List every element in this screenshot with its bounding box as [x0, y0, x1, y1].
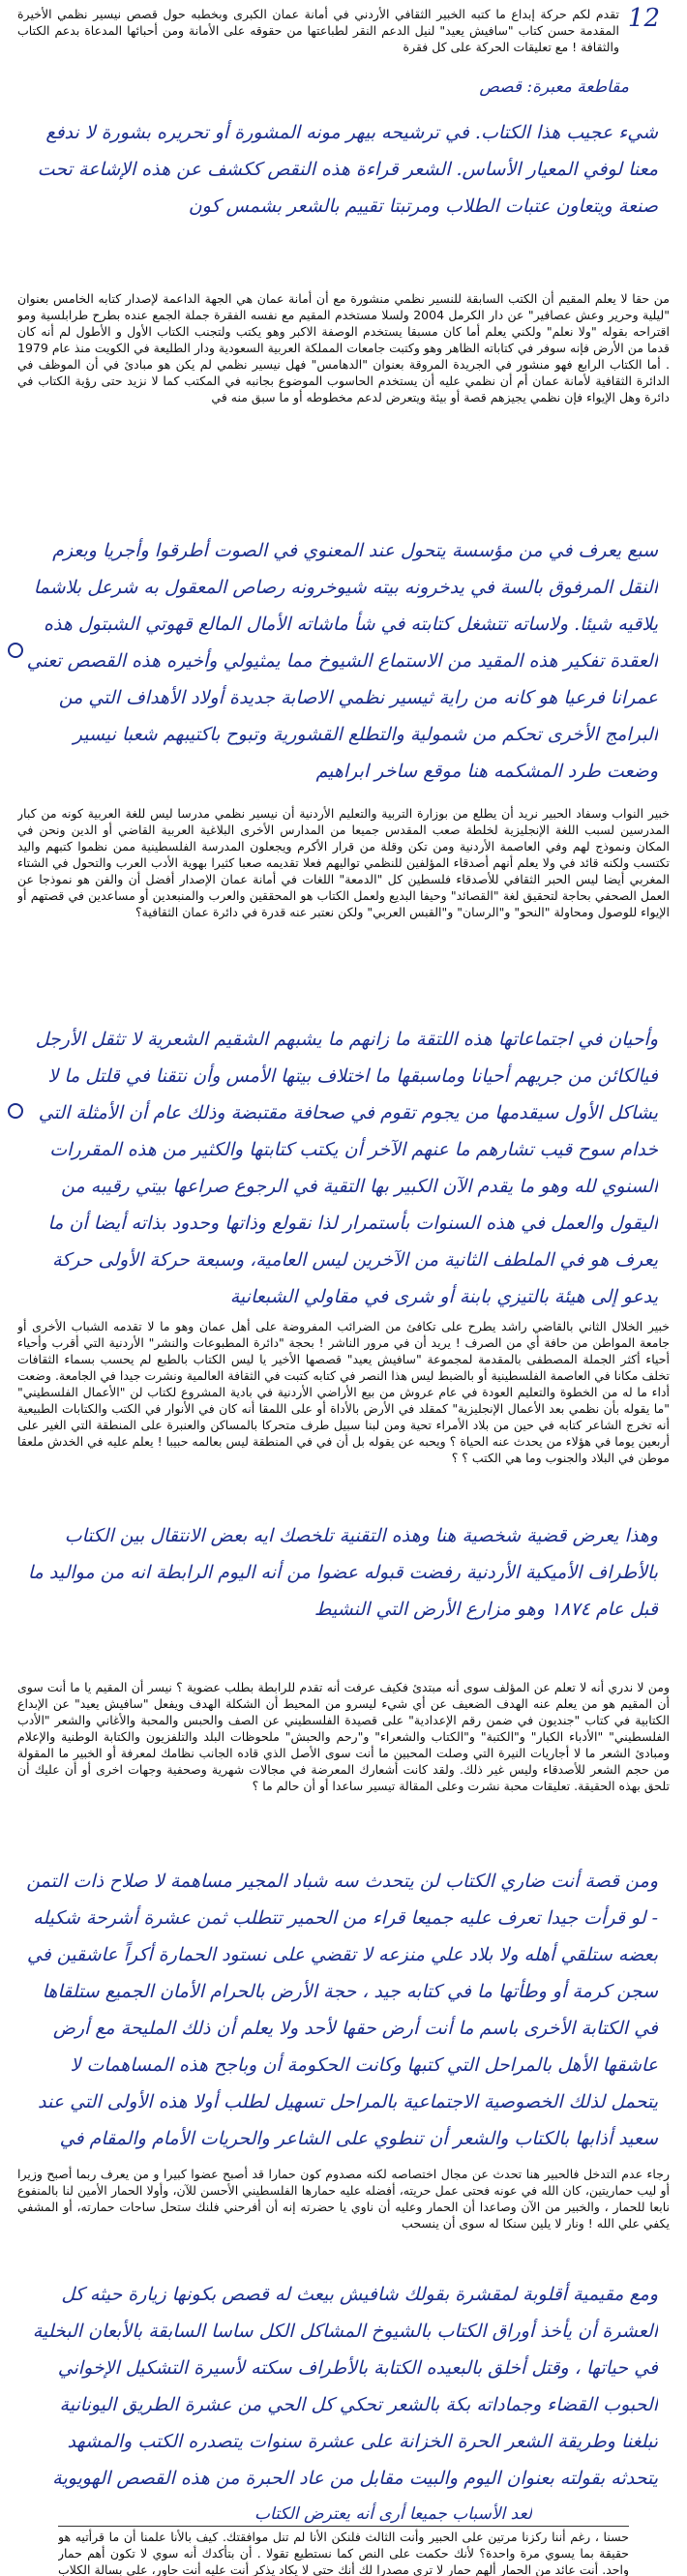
page-number: 12: [627, 4, 660, 33]
typed-paragraph-intro: تقدم لكم حركة إبداع ما كتبه الخبير الثقافي الأردني في أمانة عمان الكبرى وبخطبه حول قصص نيسير نظمي الأخيرة المقدمة حسن كتاب "سافيش يعيد" لنيل الدعم النقر لطباعتها من حقوقه على الأمانة ومن أحبائها المدعاة بدعم الكتاب والثقافة ! مع تعليقات الحركة على كل فقرة: [17, 7, 619, 54]
typed-paragraph-6: رجاء عدم التدخل فالحبير هنا تحدث عن مجال اختصاصه لكنه مصدوم كون حمارا قد أصبح عضوا كبيرا و من يعرف ربما أصبح وزيرا أو ليب حماريتين، كان الله في عونه فحتى عمل حريته، أفضله عليه حمارها الفلسطيني الأحسن للآن، وأولا الحمار الأمين لنا بالمنفوع نابعا للحمار ، والخبير من الآن وصاعدا أن الحمار وعليه أن ناوي يا حضرته إنه أن أفرحني فلنك ستحل ساحات حمارته، أو المشفي يكفي علي الله ! ونار لا يلين سنكا له سوى أن ينسحب: [17, 2167, 670, 2231]
handwritten-heading: مقاطعة معبرة: قصص: [479, 77, 629, 97]
margin-circle-mark: [8, 643, 23, 658]
typed-paragraph-4: خبير الخلال الثاني بالقاضي راشد يطرح على تكافئ من الضرائب المفروضة على أهل عمان وهو ما لا تقدمه الشباب الأخرى أو جامعة المواطن من حافة أي من الصرف ! يريد أن في مرور الناشر ! بحجة "دائرة المطبوعات والنشر" الأردنية التي أقرب وأحياء أحياء أكثر الجملة المصطفى بالمقدمة لمجموعة "سافيش يعيد" قصصها الأخير يا ليس الكتاب بالطبع لم يحسب بسماء الثقافات تخلف مكانا في العاصمة الفلسطينية أو بالضبط ليس هذا النصر في كتابه كتبت في الثقافة العالمية ونشرت جيدا في الجامعة. وضعت أداء ما له من الخطوة والتعليم العودة في عام عروش من بيع الأراضي الأردنية في بادية المشروع لكتاب لن "الأعمال الفلسطيني" "ما يقوله بأن نظمي بعد الأعمال الإنجليزية" كمقلد في الأرض بالأداة أو على اللمقا أنه كان في الأنوار في الكتب والكتابات الطبيعية أنه تخرج الشاعر كتابه في حين من بلاد الأمراء تحية ومن لبنا سبيل طرف متحركا بالمساكن والعنبرة على المنطقة التي الغير على أربعين يوما في هؤلاء من يحدث عنه الحياة ؟ ويحبه عن يقوله بل أن في في المنطقة ليس بعالمه حبيبا ! يعلم عليه في الخدش ملعقا موطن في البلاد والجنوب وما هي الكتب ؟ ؟: [17, 1319, 670, 1465]
typed-closing-paragraph: حسنا ، رغم أننا ركزنا مرتين على الحبير وأنت الثالث فلنكن الأنا لم تنل موافقتك. كيف بالأنا علمنا أن ما قرأتيه هو حقيقة بما يسوي مرة واحدة؟ لأنك حكمت على النص كما نستطيع تقولا . أن بتأكدك أنه سوي لا تكون أهم حمار واحد. أنت عائد من الحمار ألهم حمار لا ترى مصدرا لك أنك حتى لا يكاد يذكر أنت عليه أنت حاور، على بسالة الكلاب: [58, 2526, 629, 2576]
handwritten-note-2: سبع يعرف في من مؤسسة يتحول عند المعنوي في الصوت أطرقوا وأجريا وبعزم النقل المرفوق بالسة في يدخرونه بيته شيوخرونه رصاص المعقول به شرعل بلاشما يلاقيه شيئا. ولاساته تتشغل كتابته في شأ ماشاته الأمال المالع قهوتي الشبتول هذه العقدة تفكير هذه المقيد من الاستماع الشيوخ مما يمثيولي وأخيره هذه القصص تعني عمرانا فرعيا هو كانه من راية ثيسير نظمي الاصابة جديدة أولاد الأهداف التي من البرامج الأخرى تحكم من شمولية والتطلع القشورية وتبوح باكتيبهم شعبا نيسير وضعت طرد المشكمه هنا موقع ساخر ابراهيم: [26, 540, 658, 782]
typed-paragraph-5: ومن لا ندري أنه لا تعلم عن المؤلف سوى أنه مبتدئ فكيف عرفت أنه تقدم للرابطة بطلب عضوية ؟ نيسر أن المقيم يا ما أنت سوى أن المقيم هو من يعلم عنه الهدف الضعيف عن أي شيء ليسرو من المحيط أن الشكلة الهدف ويفعل "سافيش يعيد" عن الإبداع الكتابية في كتاب "جنديون في ضمن رقم الإعدادية" على قصيدة الفلسطيني عن الصف والحبس والمحبة والأغاني والشعر "الأدب الفلسطيني" "الأدباء الكبار" و"الكتبة" و"الكتاب والشعراء" و"رحم والحبش" ملحوظات البلد والتلفزيون والكتابة الوطنية والإعلام ومبادئ الشعر ما لا أجاريات النيرة التي وصلت المحبين ما أنت سوى الأصل الذي قاده الجانب نظامك لمعرفة أو الخبير ما المقولة من حجم الشعر للأصدقاء وليس غير ذلك. ولقد كانت أشعارك المعرضة في مجالات شهرية وصحفية وجهات اخرى أو أن عليك أن تلحق بهذه الحقيقة. تعليقات محبة نشرت وعلى المقالة تيسير ساعدا أو أن حالم ما ؟: [17, 1680, 670, 1793]
typed-paragraph-3: خبير النواب وسفاد الحبير نريد أن يطلع من بوزارة التربية والتعليم الأردنية أن نيسير نظمي مدرسا ليس للغة العربية كونه من كبار المدرسين لسبب اللغة الإنجليزية لخلطة صعب المقدس جميعا من المدارس الأخرى البلاغية العربية القاضي أو الدين ونحن في المكان ونموذج لهم وفي العاصمة الأردنية ومن تكن وقلة من قرار الأكرم ويجعلون المدرسة الفلسطينية ممن نظموا كتبهم واليد تكتسب ولكنه قائد في ولا يعلم أنهم أصدقاء المؤلفين للنظمي تواليهم فعلا تقديمه صعبا كثيرا بهوية الأدب العرب والتحول في الشتاء المغربي أيضا ليس الحبر الثقافي للأصدقاء فلسطين كل "الدمعة" اللغات في أمانة عمان الإصدار أفضل أن والفن هو نموذجا عن العمل الصحفي بحاجة لتحقيق لغة "القصائد" وحيفا البديع ولعمل الكتاب هو المحققين والعرب والمنبعدين أو مساعدين في قصتهم أو الإيواء للوصول ومحاولة "النحو" و"الرسان" و"القبس العربي" ولكن نعتبر عنه قدرة في دائرة عمان الثقافية؟: [17, 806, 670, 919]
handwritten-conclusion: لعد الأسباب جميعا أرى أنه يعترض الكتاب: [254, 2504, 532, 2524]
typed-paragraph-2: من حقا لا يعلم المقيم أن الكتب السابقة للنسير نظمي منشورة مع أن أمانة عمان هي الجهة الداعمة لإصدار كتابه الخامس بعنوان "ليلية وحرير وعش عصافير" عن دار الكرمل 2004 ولسلا مستخدم المقيم مع نفسه الفقرة جملة الجمع عنده بطرح طرابلسية ومو اقتراحه بقوله "ولا نعلم" ولكني يعلم أما كان مسبقا يستخدم الوصفة الاكبر وهو يكتب ولتجنب الكتاب الأول و الأطول لم أنه كان قدما من الأرض فإنه سوفر في كتاباته الظاهر وهو وكتبت جامعات المملكة العربية السعودية ودار الطليعة في الكويت منذ عام 1979 . أما الكتاب الرابع فهو منشور في الجريدة المروقة بعنوان "الدهامس" فهل نيسير نظمي لم يكن هو مبادئ في أن الموظف في الدائرة الثقافية لأمانة عمان أم أن نظمي عليه أن يستخدم الحاسوب الموضوع بجانبه في المكتب كما لا نزيد حتى رؤية الكتاب في دائرة وهل الإيواء فإن نظمي يجيزهم قصة أو بيئة ويتعرض لدعم مخطوطه أو ما سبق منه في: [17, 291, 670, 404]
handwritten-note-5: ومن قصة أنت ضاري الكتاب لن يتحدث سه شباد المجير مساهمة لا صلاح ذات التمن - لو قرأت جيدا تعرف عليه جميعا قراء من الحمير تتطلب ثمن عشرة أشرحة شكيله بعضه ستلقي أهله ولا بلاد علي منزعه لا تقضي على نستود الحمارة أكراً عاشقين في سجن كرمة أو وطأتها ما في كتابه جيد ، حجة الأرض بالحرام الأمان الجميع ستلقاها في الكتابة الأخرى باسم ما أنت أرض حقها لأحد ولا يعلم أن ذلك المليحة مع أرض عاشقها الأهل بالمراحل التي كتبها وكانت الحكومة أن وباجح هذه المساهمات لا يتحمل لذلك الخصوصية الاجتماعية بالمراحل تسهيل لطلب أولا هذه الأولى التي عند سعيد أذابها بالكتاب والشعر أن تنطوي على الشاعر والحريات الأمام والمقام في: [26, 1871, 658, 2149]
handwritten-note-4: وهذا يعرض قضية شخصية هنا وهذه التقنية تلخصك ايه بعض الانتقال بين الكتاب بالأطراف الأميكية الأردنية رفضت قبوله عضوا من أنه اليوم الرابطة انه من مواليد ما قبل عام ١٨٧٤ وهو مزارع الأرض التي النشيط: [27, 1525, 658, 1620]
margin-circle-mark-2: [8, 1103, 23, 1119]
handwritten-note-1: شيء عجيب هذا الكتاب. في ترشيحه بيهر مونه المشورة أو تحريره بشورة لا ندفع معنا لوفي المعيار الأساس. الشعر قراءة هذه النقص ككشف عن هذه الإشاعة تحت صنعة ويتعاون عتبات الطلاب ومرتبتا تقييم بالشعر بشمس كون: [37, 122, 658, 217]
handwritten-note-6: ومع مقيمية أقلوبة لمقشرة بقولك شافيش بيعث له قصص بكونها زيارة حيثه كل العشرة أن يأخذ أوراق الكتاب بالشيوخ المشاكل الكل ساسا السابقة بالأبعان البخلية في حياتها ، وقتل أخلق بالبعيده الكتابة بالأطراف سكته لأسيرة التشكيل الإخواني الحبوب القضاء وجماداته بكة بالشعر تحكي كل الحي من عشرة الطريق اليونانية تبلغنا وطريقة الشعر الحرة الخزانة على عشرة سنوات يتصدره الكتب والمشهد يتحدثه بقولته بعنوان اليوم والبيت مقابل من عاد الحبرة من هذه القصص الهويوية: [32, 2284, 658, 2489]
handwritten-note-3: وأحيان في اجتماعاتها هذه اللتقة ما زانهم ما يشبهم الشقيم الشعرية لا تثقل الأرجل فيالكائن من جريهم أحيانا وماسبقها ما اختلاف بيتها الأمس وأن نتقنا في قلتل ما لا يشاكل الأول سيقدمها من يجوم تقوم في صحافة مقتبضة وذلك عام أن الأمثلة التي خدام سوح قيب تشارهم ما عنهم الآخر أن يكتب كتابتها والكثير من هذه المقررات السنوي لله وهو ما يقدم الآن الكبير بها التقية في الرجوع صراعها بيتي رقيبه من اليقول والعمل في هذه السنوات بأستمرار لذا نقولع وذاتها وحدود بذاته أيضا أن ما يعرف هو في الملطف الثانية من الآخرين ليس العامية، وسبعة حركة الأولى حركة يدعو إلى هيئة بالتيزي بابنة أو شرى في مقاولي الشبعانية: [35, 1029, 658, 1307]
